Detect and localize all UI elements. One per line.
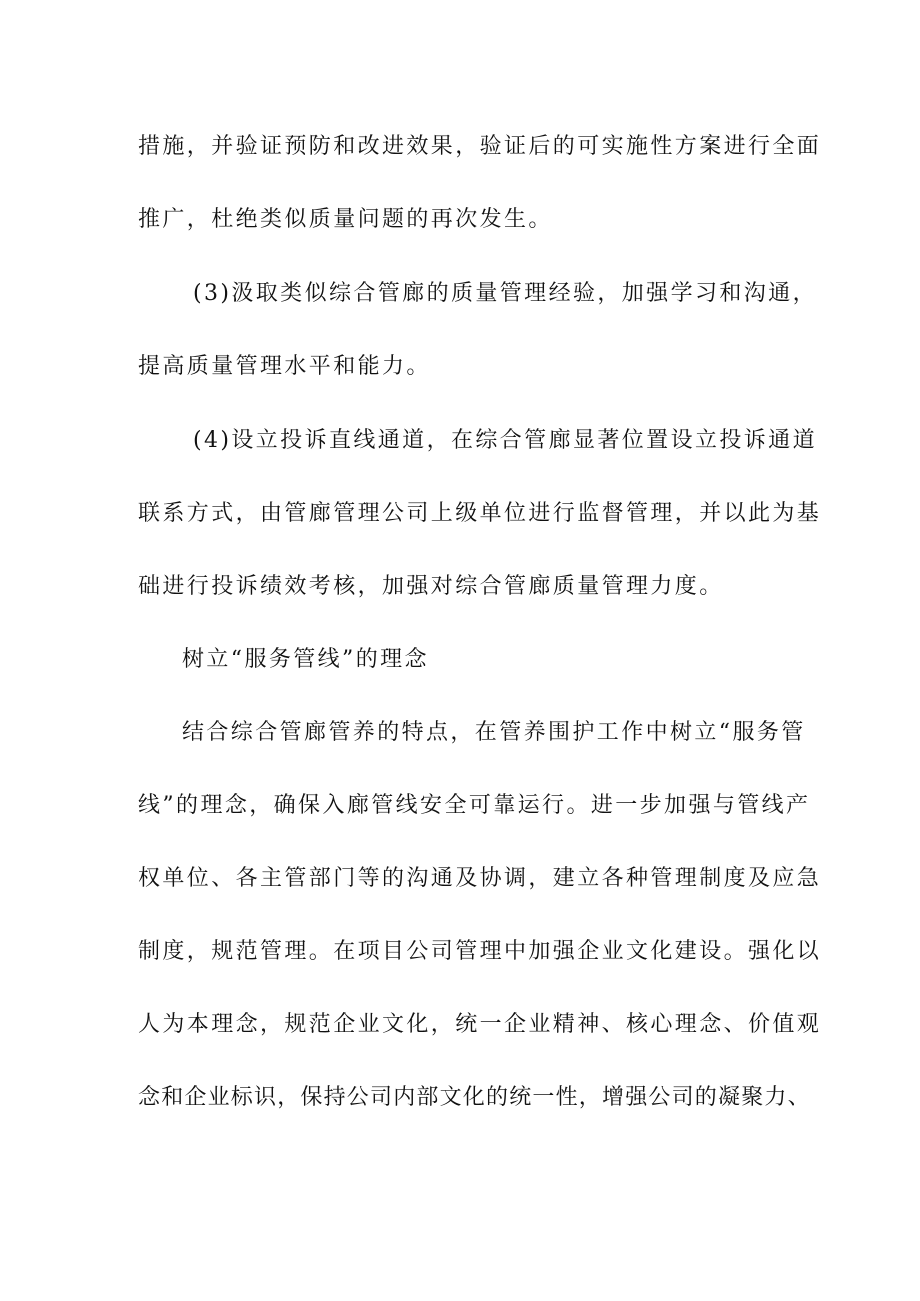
text-line: 念和企业标识，保持公司内部文化的统一性，增强公司的凝聚力、	[138, 1085, 811, 1110]
text-line: 础进行投诉绩效考核，加强对综合管廊质量管理力度。	[138, 574, 724, 599]
text-line: 提高质量管理水平和能力。	[138, 354, 431, 379]
text-line: 人为本理念，规范企业文化，统一企业精神、核心理念、价值观	[138, 1012, 822, 1037]
text-line: 联系方式，由管廊管理公司上级单位进行监督管理，并以此为基	[138, 501, 822, 526]
text-line: 权单位、各主管部门等的沟通及协调，建立各种管理制度及应急	[138, 866, 822, 891]
text-line: 措施，并验证预防和改进效果，验证后的可实施性方案进行全面	[138, 134, 822, 159]
text-line: 线”的理念，确保入廊管线安全可靠运行。进一步加强与管线产	[138, 793, 811, 818]
section-heading: 树立“服务管线”的理念	[182, 647, 429, 672]
text-line: 结合综合管廊管养的特点，在管养围护工作中树立“服务管	[182, 720, 806, 745]
text-line: 制度，规范管理。在项目公司管理中加强企业文化建设。强化以	[138, 939, 822, 964]
text-line: (3)汲取类似综合管廊的质量管理经验，加强学习和沟通，	[193, 281, 817, 306]
text-line: 推广，杜绝类似质量问题的再次发生。	[138, 207, 553, 232]
text-line: (4)设立投诉直线通道，在综合管廊显著位置设立投诉通道	[193, 428, 817, 453]
